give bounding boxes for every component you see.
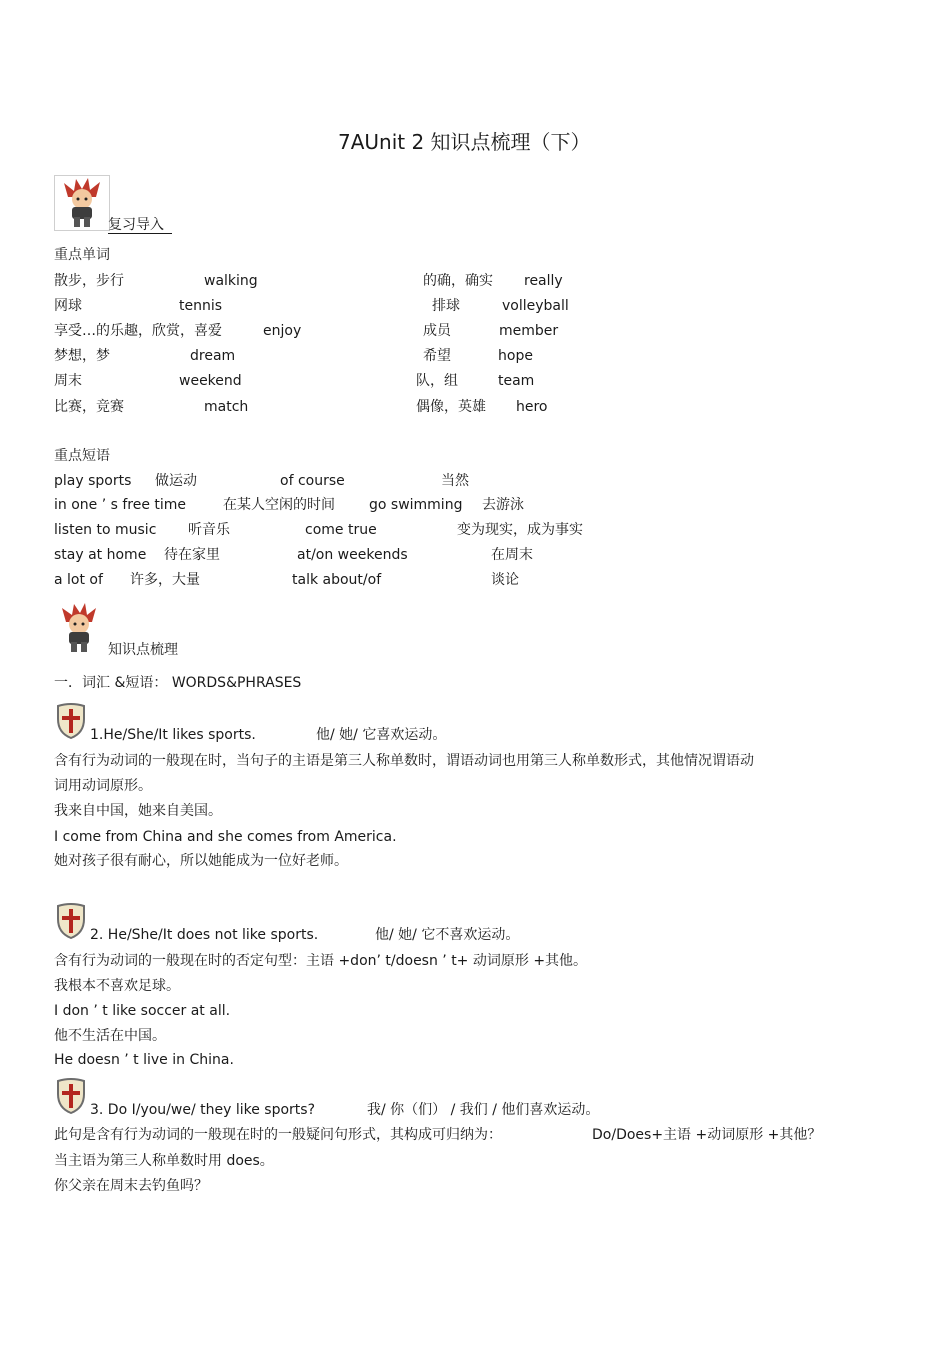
phrase-en: of course	[280, 473, 345, 489]
vocab-cn: 排球	[432, 298, 460, 314]
section-heading-knowledge: 知识点梳理	[108, 642, 178, 658]
point-text-line: 你父亲在周末去钓鱼吗？	[54, 1178, 208, 1194]
vocab-en: hero	[516, 399, 548, 415]
vocab-cn: 散步，步行	[54, 273, 124, 289]
phrase-en: a lot of	[54, 572, 103, 588]
point-title-cn: 他/ 她/ 它不喜欢运动。	[375, 927, 520, 943]
point-text-line: 含有行为动词的一般现在时的否定句型：主语 +don’ t/doesn ’ t+ 动词原形 +其他。	[54, 953, 588, 969]
point-title-cn: 他/ 她/ 它喜欢运动。	[316, 727, 447, 743]
point-text-line: 他不生活在中国。	[54, 1028, 166, 1044]
phrase-en: come true	[305, 522, 377, 538]
point-title-en: 2. He/She/It does not like sports.	[90, 927, 319, 943]
phrase-cn: 待在家里	[164, 547, 220, 563]
point-text-line: 当主语为第三人称单数时用 does。	[54, 1153, 274, 1169]
vocab-cn: 偶像，英雄	[416, 399, 486, 415]
phrase-cn: 许多，大量	[130, 572, 200, 588]
point-text-line: He doesn ’ t live in China.	[54, 1052, 234, 1068]
phrase-cn: 变为现实，成为事实	[457, 522, 583, 538]
point-title-cn: 我/ 你（们） / 我们 / 他们喜欢运动。	[367, 1102, 600, 1118]
phrase-en: in one ’ s free time	[54, 497, 187, 513]
phrase-en: listen to music	[54, 522, 157, 538]
phrase-heading: 重点短语	[54, 448, 110, 464]
phrase-cn: 在周末	[491, 547, 533, 563]
vocab-en: really	[524, 273, 563, 289]
phrase-cn: 去游泳	[482, 497, 524, 513]
point-formula: Do/Does+主语 +动词原形 +其他？	[592, 1127, 822, 1143]
phrase-cn: 在某人空闲的时间	[223, 497, 335, 513]
point-text-line: 她对孩子很有耐心，所以她能成为一位好老师。	[54, 853, 348, 869]
vocab-cn: 周末	[54, 373, 82, 389]
cartoon-boy-icon	[54, 175, 110, 231]
point-title-en: 1.He/She/It likes sports.	[90, 727, 256, 743]
phrase-en: at/on weekends	[297, 547, 408, 563]
vocab-cn: 享受…的乐趣，欣赏，喜爱	[54, 323, 222, 339]
phrase-en: go swimming	[369, 497, 463, 513]
vocab-cn: 网球	[54, 298, 82, 314]
vocab-en: tennis	[179, 298, 223, 314]
vocab-cn: 的确，确实	[423, 273, 493, 289]
phrase-en: play sports	[54, 473, 132, 489]
vocab-en: walking	[204, 273, 258, 289]
point-text-line: I come from China and she comes from America.	[54, 829, 397, 845]
vocab-cn: 梦想，梦	[54, 348, 110, 364]
vocab-en: hope	[498, 348, 533, 364]
vocab-cn: 比赛，竞赛	[54, 399, 124, 415]
vocab-en: member	[499, 323, 559, 339]
phrase-cn: 当然	[441, 473, 469, 489]
vocab-en: volleyball	[502, 298, 569, 314]
crusader-shield-icon	[56, 903, 86, 939]
page-title: 7AUnit 2 知识点梳理（下）	[338, 130, 591, 154]
phrase-cn: 做运动	[155, 473, 197, 489]
vocab-cn: 成员	[423, 323, 451, 339]
crusader-shield-icon	[56, 1078, 86, 1114]
phrase-cn: 听音乐	[188, 522, 230, 538]
point-title-en: 3. Do I/you/we/ they like sports?	[90, 1102, 315, 1118]
phrase-en: talk about/of	[292, 572, 382, 588]
vocab-en: team	[498, 373, 535, 389]
part-heading: 一．词汇 &短语： WORDS&PHRASES	[54, 675, 302, 691]
point-text-line: 含有行为动词的一般现在时，当句子的主语是第三人称单数时，谓语动词也用第三人称单数形式，其他情况谓语动	[54, 753, 754, 769]
vocab-en: match	[204, 399, 249, 415]
cartoon-boy-icon	[54, 600, 104, 656]
vocab-cn: 队，组	[416, 373, 458, 389]
vocab-cn: 希望	[423, 348, 451, 364]
point-text-line: 我根本不喜欢足球。	[54, 978, 180, 994]
point-text-line: 此句是含有行为动词的一般现在时的一般疑问句形式，其构成可归纳为：	[54, 1127, 502, 1143]
vocab-en: dream	[190, 348, 236, 364]
vocab-en: enjoy	[263, 323, 302, 339]
vocab-en: weekend	[179, 373, 242, 389]
section-heading-review: 复习导入	[108, 216, 172, 234]
phrase-cn: 谈论	[491, 572, 519, 588]
point-text-line: 词用动词原形。	[54, 778, 152, 794]
point-text-line: I don ’ t like soccer at all.	[54, 1003, 231, 1019]
vocab-heading: 重点单词	[54, 247, 110, 263]
point-text-line: 我来自中国，她来自美国。	[54, 803, 222, 819]
phrase-en: stay at home	[54, 547, 147, 563]
crusader-shield-icon	[56, 703, 86, 739]
